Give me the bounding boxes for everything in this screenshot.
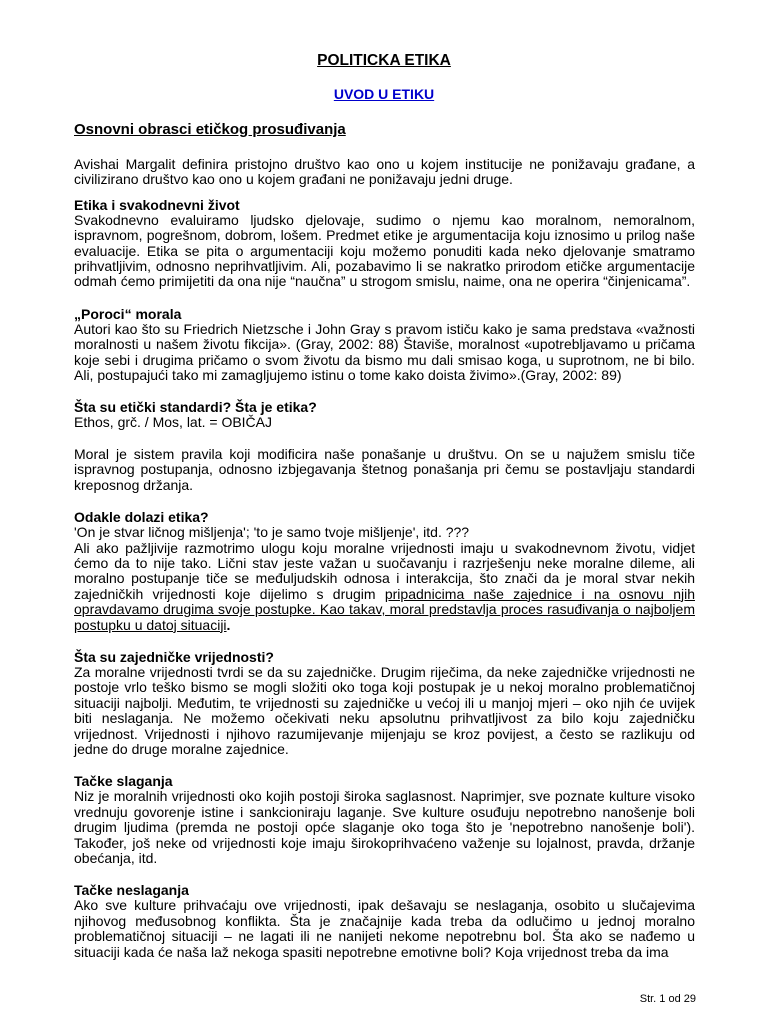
section-text-poroci-morala: Autori kao što su Friedrich Nietzsche i John Gray s pravom ističu kako je sama predstava «važnosti moralnosti u našem životu fikcija». (Gray, 2002: 88) Štaviše, moralnost «upotrebljavamo u pričama koje sebi i drugima pričamo o svom životu da bismo mu dali smisao koga, u suprotnom, ne bi bilo. Ali, postupajući tako mi zamagljujemo istinu o tome kako doista živimo».(Gray, 2002: 89): [74, 320, 695, 384]
section-heading-zajednicke-vrijednosti: Šta su zajedničke vrijednosti?: [74, 648, 274, 665]
section-heading-odakle-etika: Odakle dolazi etika?: [74, 509, 209, 526]
document-title: POLITICKA ETIKA: [317, 52, 451, 69]
page-number: Str. 1 od 29: [639, 993, 696, 1005]
section-line-licno-misljenje: 'On je stvar ličnog mišljenja'; 'to je samo tvoje mišljenje', itd. ???: [74, 524, 470, 541]
section-heading-eticki-standardi: Šta su etički standardi? Šta je etika?: [74, 399, 317, 416]
main-heading: Osnovni obrasci etičkog prosuđivanja: [74, 121, 346, 138]
section-line-ethos: Ethos, grč. / Mos, lat. = OBIČAJ: [74, 414, 273, 431]
section-text-odakle-etika-end: .: [226, 616, 231, 633]
section-heading-tacke-neslaganja: Tačke neslaganja: [74, 882, 189, 899]
document-subtitle-link[interactable]: UVOD U ETIKU: [333, 86, 435, 102]
section-heading-etika-i-zivot: Etika i svakodnevni život: [74, 196, 240, 213]
section-text-eticki-standardi: Moral je sistem pravila koji modificira naše ponašanje u društvu. On se u najužem smislu tiče ispravnog postupanja, odnosno izbjegavanja štetnog ponašanja pri čemu se postavljaju standardi kreposnog držanja.: [74, 445, 695, 493]
section-text-odakle-etika-underlined: pripadnicima naše zajednice i na osnovu njih opravdavamo drugima svoje postupke. Kao takav, moral predstavlja proces rasuđivanja o najboljem postupku u datoj situaciji: [74, 585, 695, 633]
section-text-odakle-etika: [74, 541, 695, 633]
intro-paragraph: Avishai Margalit definira pristojno društvo kao ono u kojem institucije ne ponižavaju građane, a civilizirano društvo kao ono u kojem građani ne ponižavaju jedni druge.: [74, 156, 695, 188]
section-text-tacke-neslaganja: Ako sve kulture prihvaćaju ove vrijednosti, ipak dešavaju se neslaganja, osobito u slučajevima njihovog međusobnog konflikta. Šta je značajnije kada treba da odlučimo u jednoj moralno problematičnoj situaciji – ne lagati ili ne nanijeti nekome nepotrebnu bol. Šta ako se nađemo u situaciji kada će naša laž nekoga spasiti nepotrebne emotivne boli? Koja vrijednost treba da ima: [74, 897, 695, 960]
document-body: [74, 121, 695, 960]
section-text-zajednicke-vrijednosti: Za moralne vrijednosti tvrdi se da su zajedničke. Drugim riječima, da neke zajedničke vrijednosti ne postoje vrlo teško bismo se mogli složiti oko toga koji postupak je u nekoj moralno problematičnoj situaciji najbolji. Međutim, te vrijednosti su zajedničke u većoj ili u manjoj mjeri – oko njih će uvijek biti neslaganja. Ne možemo očekivati neku apsolutnu prihvatljivost za bilo koju zajedničku vrijednost. Vrijednosti i njihovo razumijevanje mijenjaju se kroz povijest, a često se razlikuju od jedne do druge moralne zajednice.: [74, 663, 695, 757]
section-heading-tacke-slaganja: Tačke slaganja: [74, 773, 173, 790]
section-heading-poroci-morala: „Poroci“ morala: [74, 305, 182, 322]
section-text-etika-i-zivot: Svakodnevno evaluiramo ljudsko djelovaje, sudimo o njemu kao moralnom, nemoralnom, ispravnom, pogrešnom, dobrom, lošem. Predmet etike je argumentacija koju iznosimo u prilog naše evaluacije. Etika se pita o argumentaciji koju možemo ponuditi kada neko djelovanje smatramo prihvatljivim, odnosno neprihvatljivim. Ali, pozabavimo li se nakratko prirodom etičke argumentacije odmah ćemo primijetiti da ona nije “naučna” u strogom smislu, naime, ona ne operira “činjenicama”.: [74, 211, 695, 290]
section-text-odakle-etika-main: Ali ako pažljivije razmotrimo ulogu koju moralne vrijednosti imaju u svakodnevnom životu, vidjet ćemo da to nije tako. Lični stav jeste važan u suočavanju i razrješenju neke moralne dileme, ali moralno postupanje tiče se međuljudskih odnosa i interakcija, što znači da je moral stvar nekih zajedničkih vrijednosti koje dijelimo s drugim: [74, 539, 695, 602]
section-text-tacke-slaganja: Niz je moralnih vrijednosti oko kojih postoji široka saglasnost. Naprimjer, sve poznate kulture visoko vrednuju govorenje istine i sankcioniraju laganje. Sve kulture osuđuju nepotrebno nanošenje boli drugim ljudima (premda ne postoji opće slaganje oko toga što je 'nepotrebno nanošenje boli'). Također, još neke od vrijednosti koje imaju širokoprihvaćeno važenje su lojalnost, pravda, držanje obećanja, itd.: [74, 788, 695, 866]
